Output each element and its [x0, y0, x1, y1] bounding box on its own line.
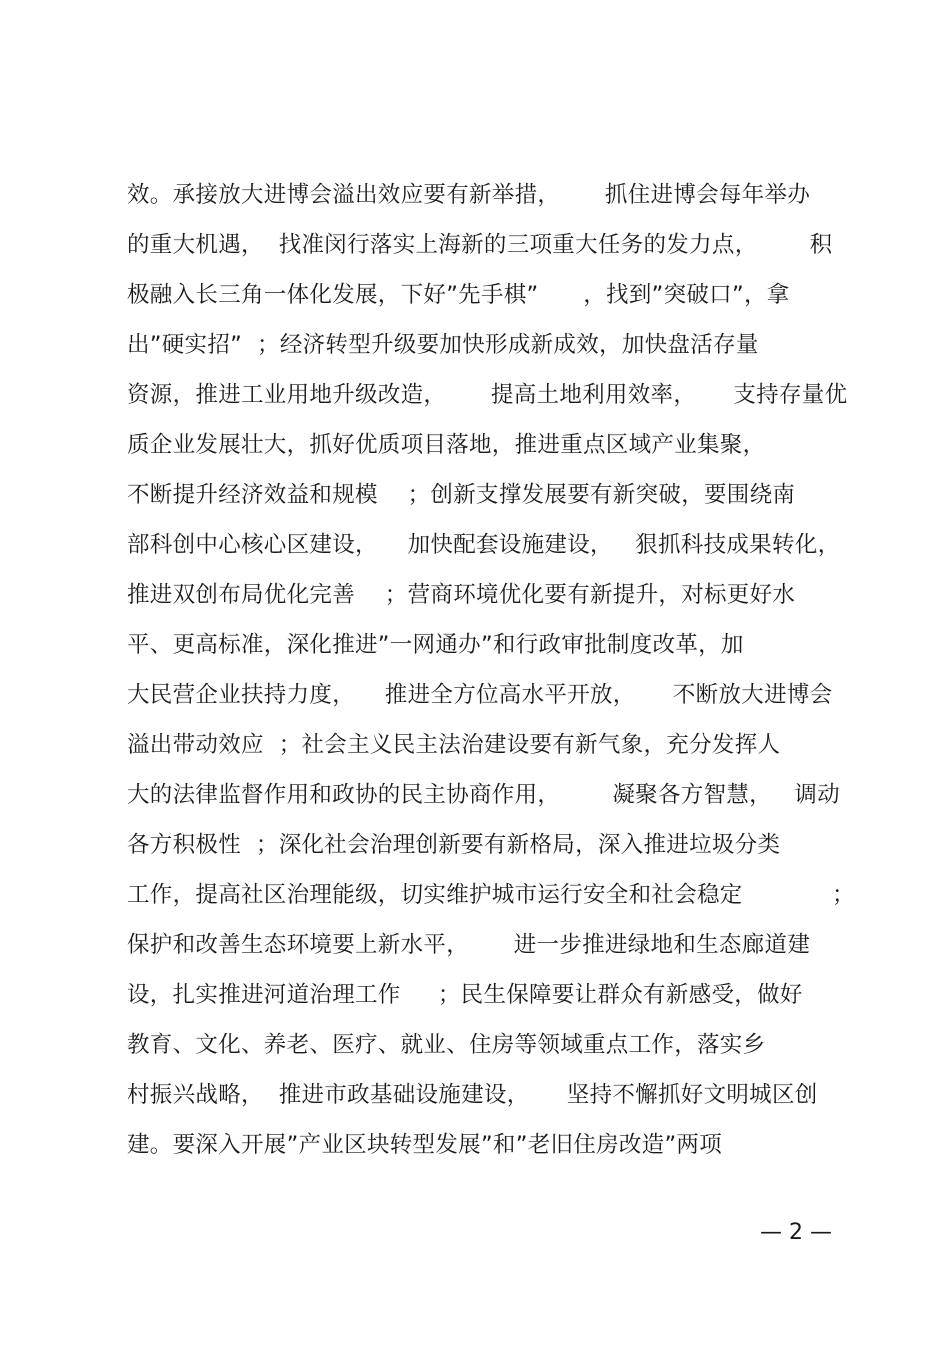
text-line: 教育、文化、养老、医疗、就业、住房等领域重点工作，落实乡 — [127, 1032, 766, 1058]
text-line: 出”硬实招” ；经济转型升级要加快形成新成效，加快盘活存量 — [127, 332, 759, 358]
text-line: 极融入长三角一体化发展，下好”先手棋” ，找到”突破口”，拿 — [127, 282, 790, 308]
text-line: 各方积极性 ；深化社会治理创新要有新格局，深入推进垃圾分类 — [127, 832, 781, 858]
text-line: 村振兴战略， 推进市政基础设施建设， 坚持不懈抓好文明城区创 — [127, 1082, 818, 1108]
text-line: 质企业发展壮大，抓好优质项目落地，推进重点区域产业集聚， — [127, 432, 766, 458]
text-line: 保护和改善生态环境要上新水平， 进一步推进绿地和生态廊道建 — [127, 932, 811, 958]
text-line: 平、更高标准，深化推进”一网通办”和行政审批制度改革，加 — [127, 632, 744, 658]
text-line: 的重大机遇， 找准闵行落实上海新的三项重大任务的发力点， 积 — [127, 232, 833, 258]
text-line: 效。承接放大进博会溢出效应要有新举措， 抓住进博会每年举办 — [127, 182, 811, 208]
text-line: 推进双创布局优化完善 ；营商环境优化要有新提升，对标更好水 — [127, 582, 796, 608]
text-line: 溢出带动效应 ；社会主义民主法治建设要有新气象，充分发挥人 — [127, 732, 781, 758]
body-text — [127, 176, 855, 1176]
text-line: 不断提升经济效益和规模 ；创新支撑发展要有新突破，要围绕南 — [127, 482, 796, 508]
text-line: 部科创中心核心区建设， 加快配套设施建设， 狠抓科技成果转化， — [127, 532, 841, 558]
text-line: 资源，推进工业用地升级改造， 提高土地利用效率， 支持存量优 — [127, 382, 848, 408]
text-line: 建。要深入开展”产业区块转型发展”和”老旧住房改造”两项 — [127, 1132, 723, 1158]
text-line: 工作，提高社区治理能级，切实维护城市运行安全和社会稳定 ； — [127, 882, 855, 908]
text-line: 设，扎实推进河道治理工作 ；民生保障要让群众有新感受，做好 — [127, 982, 803, 1008]
text-line: 大民营企业扶持力度， 推进全方位高水平开放， 不断放大进博会 — [127, 682, 833, 708]
page-number: — 2 — — [760, 1220, 832, 1245]
text-line: 大的法律监督作用和政协的民主协商作用， 凝聚各方智慧， 调动 — [127, 782, 840, 808]
